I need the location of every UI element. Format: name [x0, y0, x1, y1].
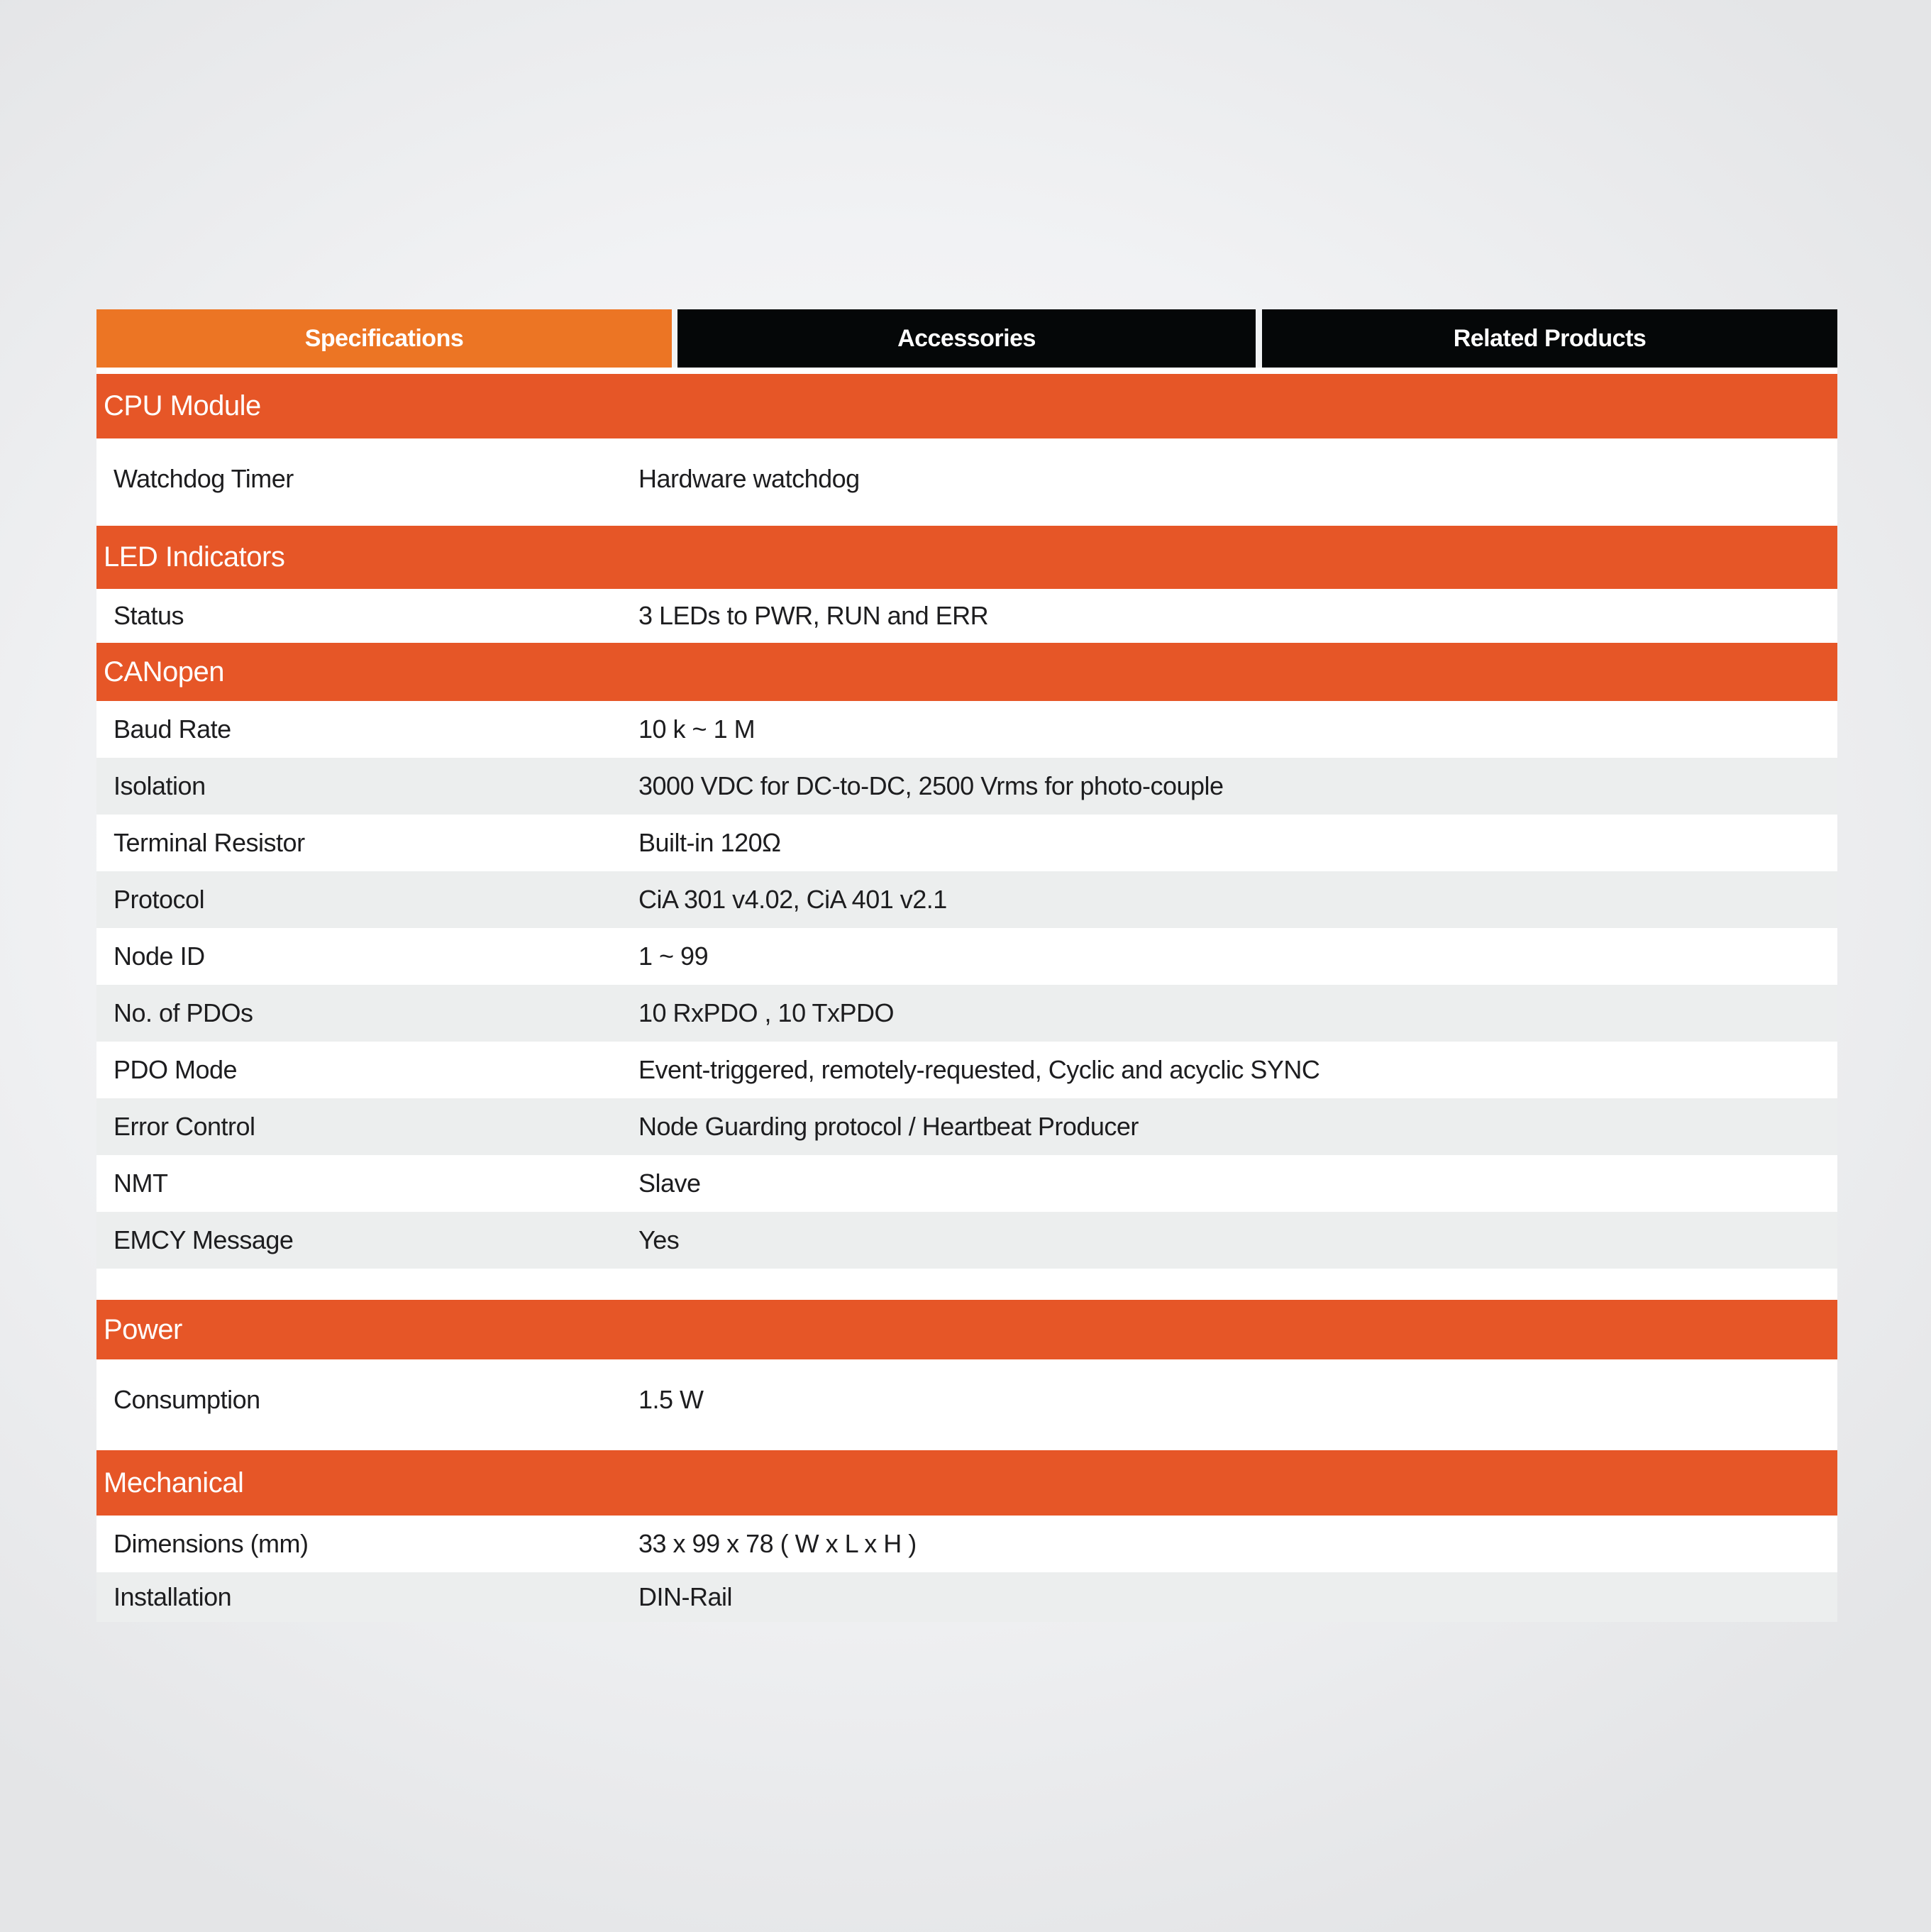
table-row — [96, 1098, 1837, 1155]
spec-label: Error Control — [114, 1112, 255, 1141]
table-row — [96, 985, 1837, 1042]
spec-label: NMT — [114, 1169, 168, 1198]
table-row — [96, 589, 1837, 643]
spec-label: Status — [114, 601, 184, 630]
spec-label: Node ID — [114, 942, 205, 971]
spec-label: No. of PDOs — [114, 998, 253, 1027]
table-row — [96, 1212, 1837, 1269]
spec-value: 10 k ~ 1 M — [638, 714, 756, 744]
spec-label: Isolation — [114, 771, 206, 800]
section-header-mechanical: Mechanical — [96, 1450, 1837, 1516]
spec-label: Consumption — [114, 1385, 260, 1414]
spec-value: 3000 VDC for DC-to-DC, 2500 Vrms for photo-couple — [638, 771, 1224, 800]
table-row — [96, 701, 1837, 758]
spec-label: Protocol — [114, 885, 205, 914]
table-row — [96, 928, 1837, 985]
spec-label: EMCY Message — [114, 1225, 294, 1254]
spec-label: PDO Mode — [114, 1055, 238, 1084]
spec-label: Baud Rate — [114, 714, 231, 744]
table-row — [96, 815, 1837, 871]
spec-label: Watchdog Timer — [114, 464, 294, 493]
table-row — [96, 1155, 1837, 1212]
spec-value: Hardware watchdog — [638, 464, 860, 493]
tab-bar — [96, 309, 1837, 368]
spec-value: 1.5 W — [638, 1385, 704, 1414]
section-header-led-indicators: LED Indicators — [96, 526, 1837, 589]
section-header-power: Power — [96, 1300, 1837, 1359]
spec-value: CiA 301 v4.02, CiA 401 v2.1 — [638, 885, 947, 914]
spec-value: Built-in 120Ω — [638, 828, 781, 857]
spec-value: Node Guarding protocol / Heartbeat Producer — [638, 1112, 1139, 1141]
spec-label: Dimensions (mm) — [114, 1529, 309, 1558]
spec-value: 33 x 99 x 78 ( W x L x H ) — [638, 1529, 917, 1558]
spec-value: 10 RxPDO , 10 TxPDO — [638, 998, 894, 1027]
table-row — [96, 758, 1837, 815]
spec-label: Terminal Resistor — [114, 828, 305, 857]
spec-value: Event-triggered, remotely-requested, Cyclic and acyclic SYNC — [638, 1055, 1320, 1084]
table-row — [96, 871, 1837, 928]
spec-panel — [96, 309, 1837, 1622]
spec-value: 1 ~ 99 — [638, 942, 709, 971]
section-spacer — [96, 1269, 1837, 1300]
tab-related-products[interactable]: Related Products — [1262, 309, 1837, 368]
table-row — [96, 1572, 1837, 1622]
section-header-cpu-module: CPU Module — [96, 374, 1837, 438]
table-row — [96, 1516, 1837, 1572]
spec-value: Yes — [638, 1225, 680, 1254]
spec-value: 3 LEDs to PWR, RUN and ERR — [638, 601, 989, 630]
spec-value: DIN-Rail — [638, 1582, 733, 1611]
table-row — [96, 1359, 1837, 1450]
tab-specifications[interactable]: Specifications — [96, 309, 672, 368]
section-header-canopen: CANopen — [96, 643, 1837, 701]
spec-value: Slave — [638, 1169, 701, 1198]
spec-label: Installation — [114, 1582, 232, 1611]
tab-accessories[interactable]: Accessories — [677, 309, 1256, 368]
table-row — [96, 1042, 1837, 1098]
divider — [96, 368, 1837, 374]
table-row — [96, 438, 1837, 526]
